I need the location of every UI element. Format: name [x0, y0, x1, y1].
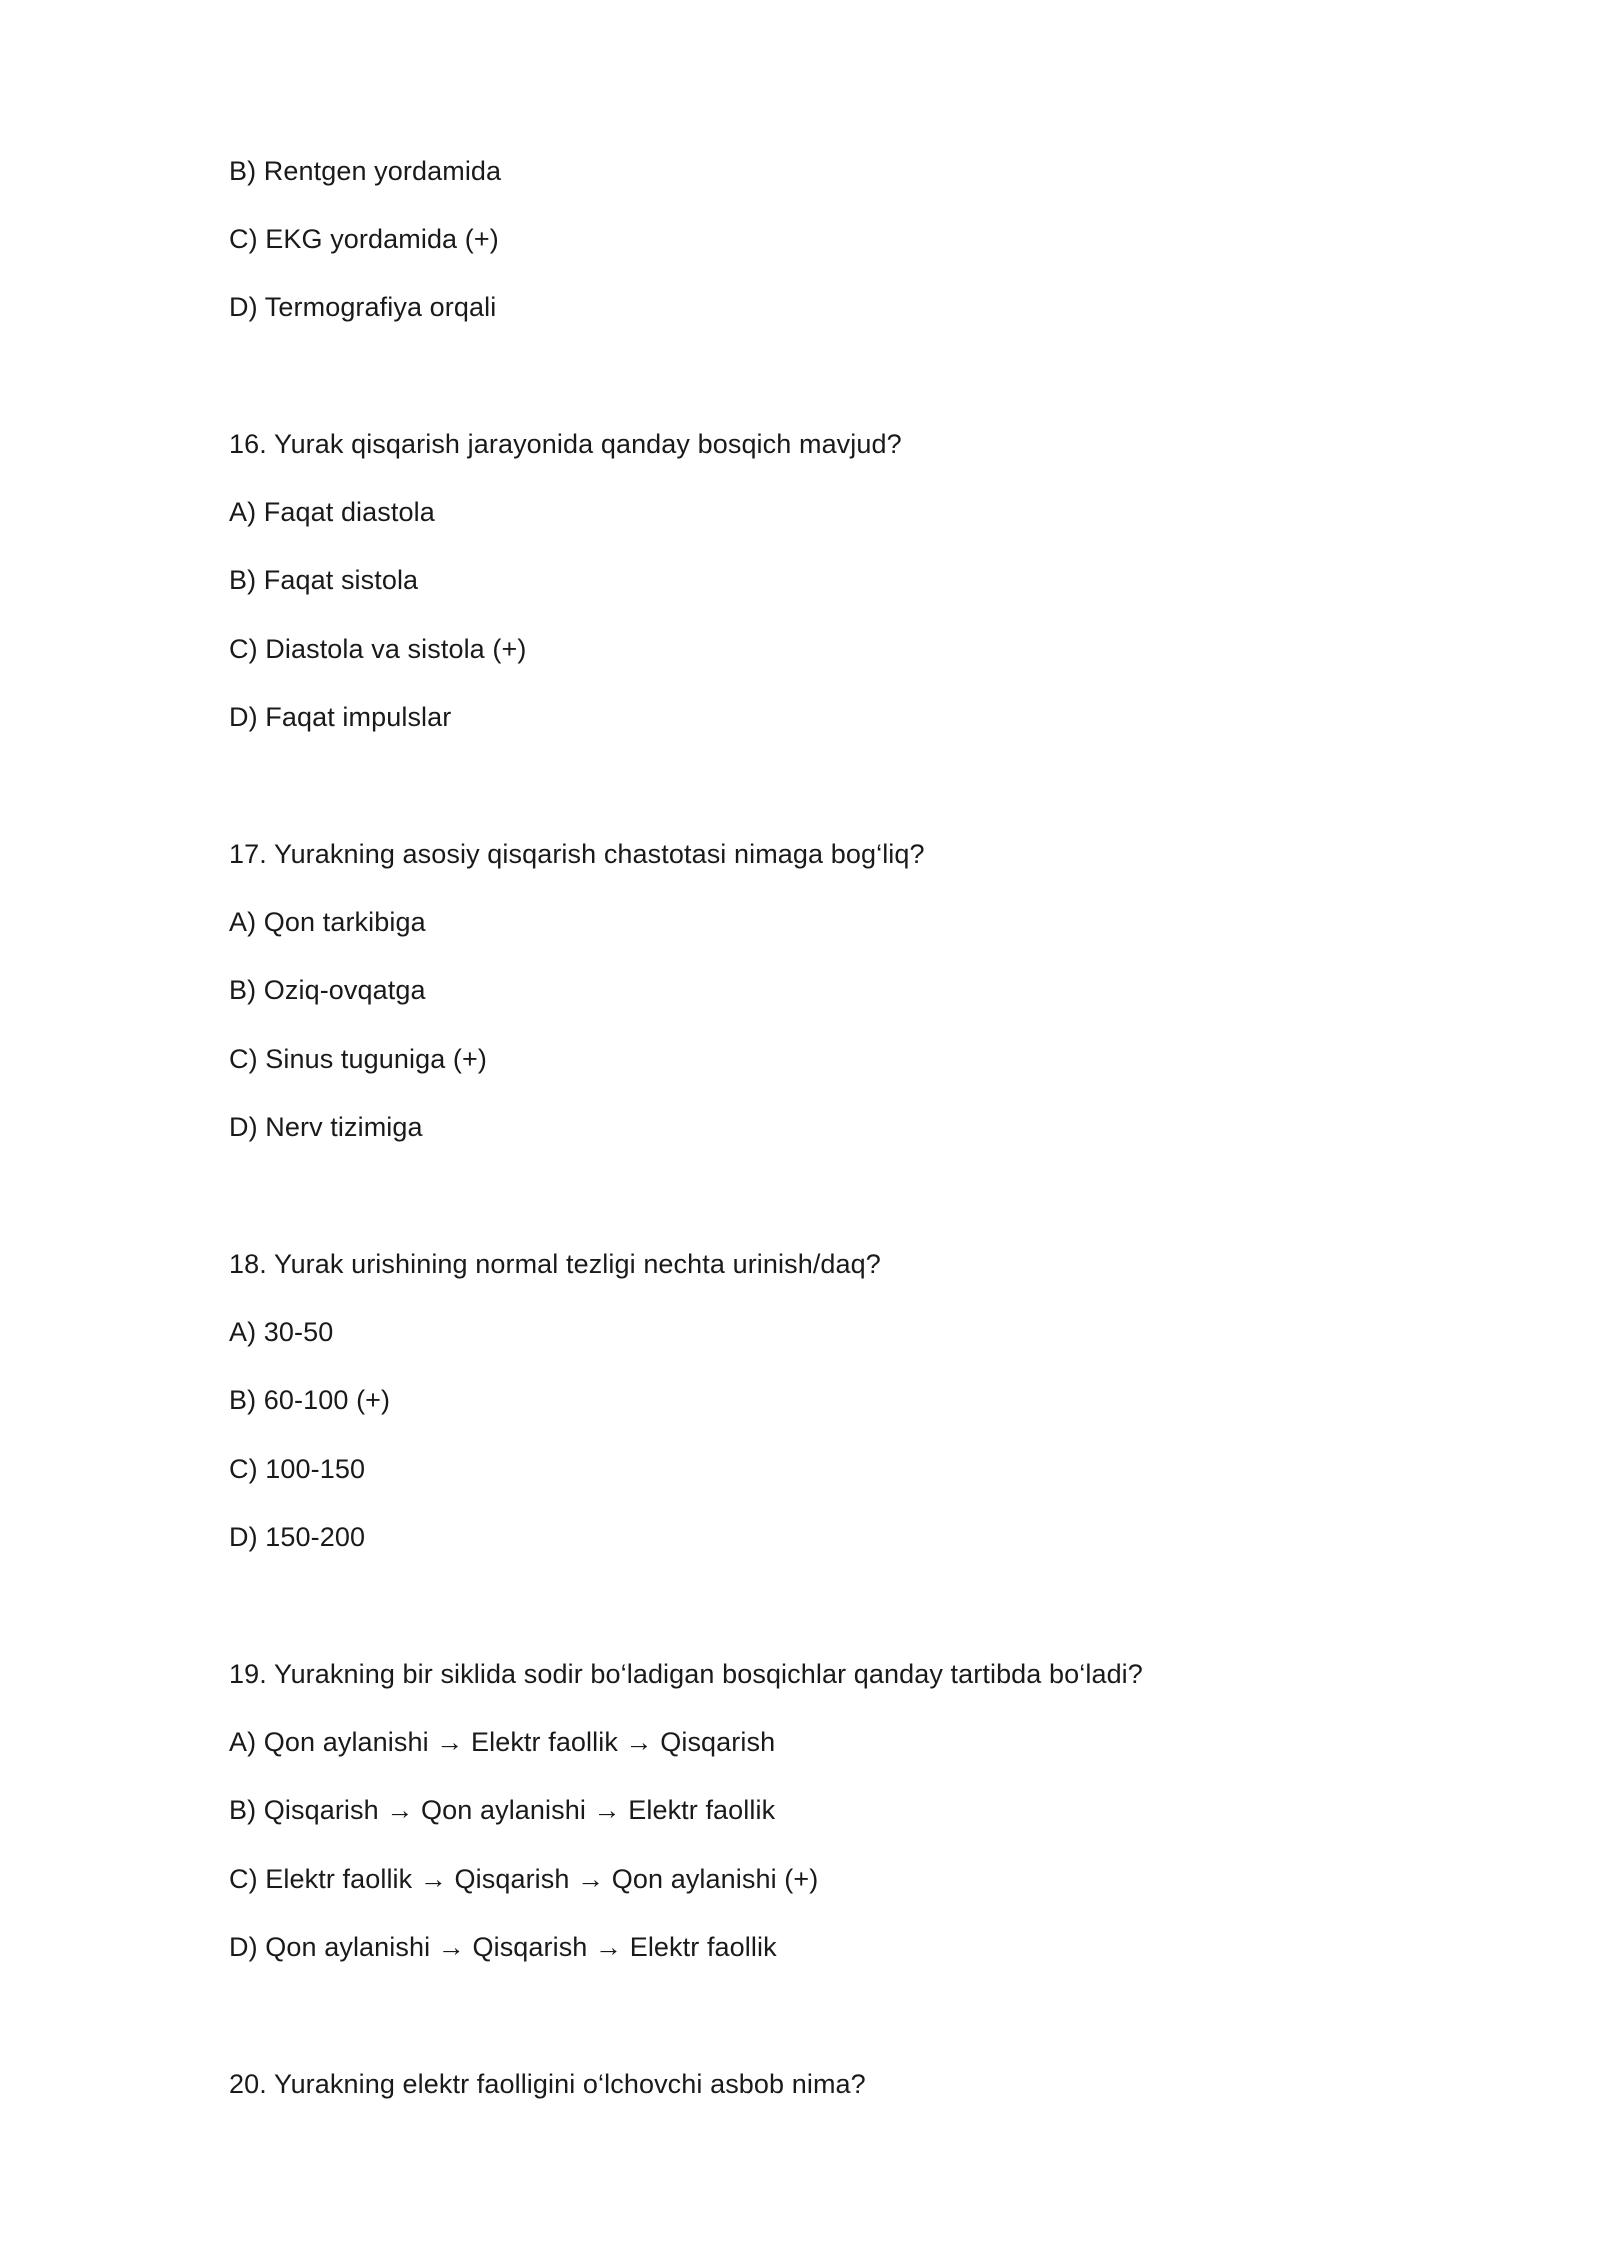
- option-17-a: A) Qon tarkibiga: [229, 907, 426, 937]
- option-16-c: C) Diastola va sistola (+): [229, 634, 527, 664]
- option-17-d: D) Nerv tizimiga: [229, 1112, 423, 1142]
- question-20: 20. Yurakning elektr faolligini o‘lchovchi asbob nima?: [229, 2069, 866, 2099]
- option-18-b: B) 60-100 (+): [229, 1385, 391, 1415]
- option-19-b: B) Qisqarish → Qon aylanishi → Elektr faollik: [229, 1795, 776, 1825]
- option-18-c: C) 100-150: [229, 1454, 366, 1484]
- option-17-c: C) Sinus tuguniga (+): [229, 1044, 487, 1074]
- option-18-d: D) 150-200: [229, 1522, 366, 1552]
- question-17: 17. Yurakning asosiy qisqarish chastotasi nimaga bog‘liq?: [229, 839, 925, 869]
- option-19-a: A) Qon aylanishi → Elektr faollik → Qisqarish: [229, 1727, 776, 1757]
- option-16-d: D) Faqat impulslar: [229, 702, 452, 732]
- option-18-a: A) 30-50: [229, 1317, 334, 1347]
- question-18: 18. Yurak urishining normal tezligi nechta urinish/daq?: [229, 1249, 881, 1279]
- option-17-b: B) Oziq-ovqatga: [229, 975, 426, 1005]
- question-19: 19. Yurakning bir siklida sodir bo‘ladigan bosqichlar qanday tartibda bo‘ladi?: [229, 1659, 1143, 1689]
- option-19-c: C) Elektr faollik → Qisqarish → Qon aylanishi (+): [229, 1864, 819, 1894]
- option-15-b: B) Rentgen yordamida: [229, 156, 502, 186]
- option-15-c: C) EKG yordamida (+): [229, 224, 499, 254]
- question-16: 16. Yurak qisqarish jarayonida qanday bosqich mavjud?: [229, 429, 902, 459]
- option-19-d: D) Qon aylanishi → Qisqarish → Elektr faollik: [229, 1932, 777, 1962]
- option-16-b: B) Faqat sistola: [229, 565, 419, 595]
- option-16-a: A) Faqat diastola: [229, 497, 435, 527]
- option-15-d: D) Termografiya orqali: [229, 292, 497, 322]
